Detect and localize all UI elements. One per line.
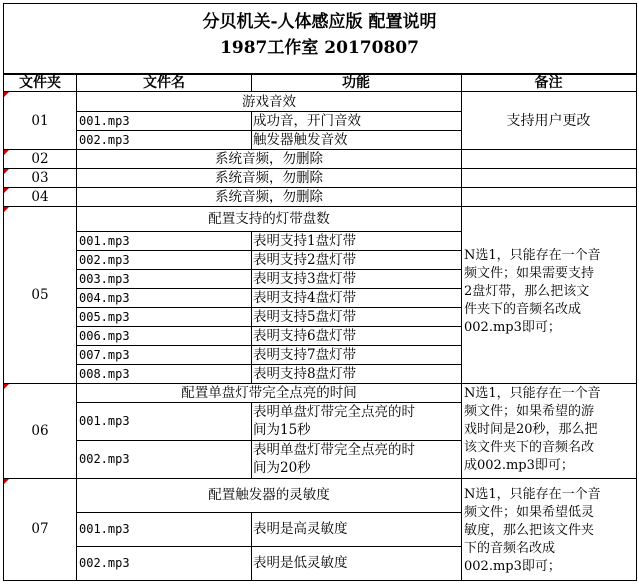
desc-04: 系统音频，勿删除 (215, 188, 323, 205)
header-folder: 文件夹 (19, 75, 61, 91)
folder-01: 01 (31, 112, 49, 129)
file-07-2: 002.mp3 (79, 556, 130, 570)
file-05-7: 007.mp3 (79, 347, 130, 362)
note-07-line: 频文件；如果希望低灵 (464, 505, 595, 520)
note-05-line: 频文件；如果需要支持 (464, 266, 595, 281)
comment-flag (4, 188, 9, 193)
func-06-2-line: 间为20秒 (253, 460, 311, 476)
grid-line (251, 231, 252, 383)
func-05-6: 表明支持6盘灯带 (253, 327, 357, 344)
note-05-line: 件夹下的音频名改成 (464, 302, 582, 317)
note-05-line: 2盘灯带，那么把该文 (464, 284, 590, 299)
file-07-1: 001.mp3 (79, 522, 130, 536)
file-05-5: 005.mp3 (79, 309, 130, 324)
func-06-2-line: 表明单盘灯带完全点亮的时 (253, 442, 415, 458)
func-06-2 (253, 441, 461, 477)
comment-flag (4, 479, 9, 484)
file-05-3: 003.mp3 (79, 271, 130, 286)
comment-flag (4, 207, 9, 212)
desc-07: 配置触发器的灵敏度 (208, 487, 330, 503)
grid-line (251, 74, 252, 92)
func-05-2: 表明支持2盘灯带 (253, 251, 357, 268)
note-07 (464, 486, 636, 576)
note-07-line: N选1，只能存在一个音 (464, 487, 601, 502)
grid-line (77, 364, 461, 365)
func-06-1-line: 表明单盘灯带完全点亮的时 (253, 404, 415, 420)
file-06-2: 002.mp3 (79, 452, 130, 466)
file-01-2: 002.mp3 (79, 132, 130, 147)
header-note: 备注 (534, 75, 563, 91)
grid-line (77, 288, 461, 289)
note-06-line: 频文件；如果希望的游 (464, 404, 595, 419)
folder-04: 04 (31, 188, 49, 205)
file-06-1: 001.mp3 (79, 414, 130, 428)
folder-03: 03 (31, 169, 49, 186)
desc-03: 系统音频，勿删除 (215, 169, 323, 186)
grid-line (251, 111, 252, 149)
header-function: 功能 (342, 75, 370, 91)
note-06-line: 戏时间是20秒，那么把 (464, 422, 598, 437)
note-07-line: 敏度，那么把该文件夹 (464, 523, 595, 538)
grid-line (77, 250, 461, 251)
file-05-2: 002.mp3 (79, 252, 130, 267)
grid-line (636, 3, 637, 581)
grid-line (77, 402, 461, 403)
func-05-3: 表明支持3盘灯带 (253, 270, 357, 287)
func-05-5: 表明支持5盘灯带 (253, 308, 357, 325)
note-07-line: 下的音频名改成 (464, 541, 556, 556)
grid-line (3, 478, 636, 479)
folder-05: 05 (31, 286, 49, 303)
grid-line (3, 73, 636, 75)
folder-02: 02 (31, 150, 49, 167)
grid-line (3, 91, 636, 92)
file-05-8: 008.mp3 (79, 366, 130, 381)
func-07-2: 表明是低灵敏度 (253, 555, 348, 571)
desc-05: 配置支持的灯带盘数 (208, 210, 330, 227)
grid-line (77, 440, 461, 441)
desc-02: 系统音频，勿删除 (215, 150, 323, 167)
comment-flag (4, 384, 9, 389)
file-05-6: 006.mp3 (79, 328, 130, 343)
note-06 (464, 385, 636, 475)
file-05-1: 001.mp3 (79, 233, 130, 248)
note-07-line: 002.mp3即可； (464, 559, 561, 574)
grid-line (77, 130, 461, 131)
comment-flag (4, 92, 9, 97)
grid-line (251, 512, 252, 580)
grid-line (251, 402, 252, 478)
grid-line (77, 269, 461, 270)
note-05-line: N选1，只能存在一个音 (464, 248, 601, 263)
grid-line (77, 231, 461, 232)
func-01-1: 成功音，开门音效 (253, 112, 361, 129)
file-01-1: 001.mp3 (79, 113, 130, 128)
comment-flag (4, 169, 9, 174)
grid-line (3, 206, 636, 207)
folder-07: 07 (31, 521, 49, 537)
func-06-1-line: 间为15秒 (253, 422, 311, 438)
grid-line (3, 168, 636, 169)
grid-line (3, 3, 636, 4)
func-07-1: 表明是高灵敏度 (253, 521, 348, 537)
grid-line (3, 3, 4, 581)
grid-line (77, 512, 461, 513)
sheet-title: 分贝机关-人体感应版 配置说明 (202, 12, 437, 32)
func-01-2: 触发器触发音效 (253, 131, 348, 148)
file-05-4: 004.mp3 (79, 290, 130, 305)
func-05-1: 表明支持1盘灯带 (253, 232, 357, 249)
folder-06: 06 (31, 422, 49, 439)
grid-line (3, 187, 636, 188)
grid-line (76, 74, 77, 581)
func-05-7: 表明支持7盘灯带 (253, 346, 357, 363)
grid-line (3, 383, 636, 384)
note-05 (464, 247, 636, 337)
note-06-line: N选1，只能存在一个音 (464, 386, 601, 401)
sheet-subtitle: 1987工作室 20170807 (220, 38, 419, 58)
grid-line (3, 149, 636, 150)
header-filename: 文件名 (143, 75, 185, 91)
desc-06: 配置单盘灯带完全点亮的时间 (181, 384, 357, 401)
grid-line (461, 74, 462, 581)
grid-line (77, 326, 461, 327)
note-06-line: 该文件夹下的音频名改 (464, 440, 595, 455)
note-06-line: 成002.mp3即可； (464, 458, 574, 473)
note-01: 支持用户更改 (506, 112, 591, 129)
desc-01: 游戏音效 (242, 93, 296, 110)
comment-flag (4, 150, 9, 155)
grid-line (77, 546, 461, 547)
grid-line (3, 580, 637, 581)
note-05-line: 002.mp3即可； (464, 320, 561, 335)
func-06-1 (253, 403, 461, 439)
func-05-8: 表明支持8盘灯带 (253, 365, 357, 382)
grid-line (77, 307, 461, 308)
grid-line (77, 111, 461, 112)
grid-line (77, 345, 461, 346)
func-05-4: 表明支持4盘灯带 (253, 289, 357, 306)
